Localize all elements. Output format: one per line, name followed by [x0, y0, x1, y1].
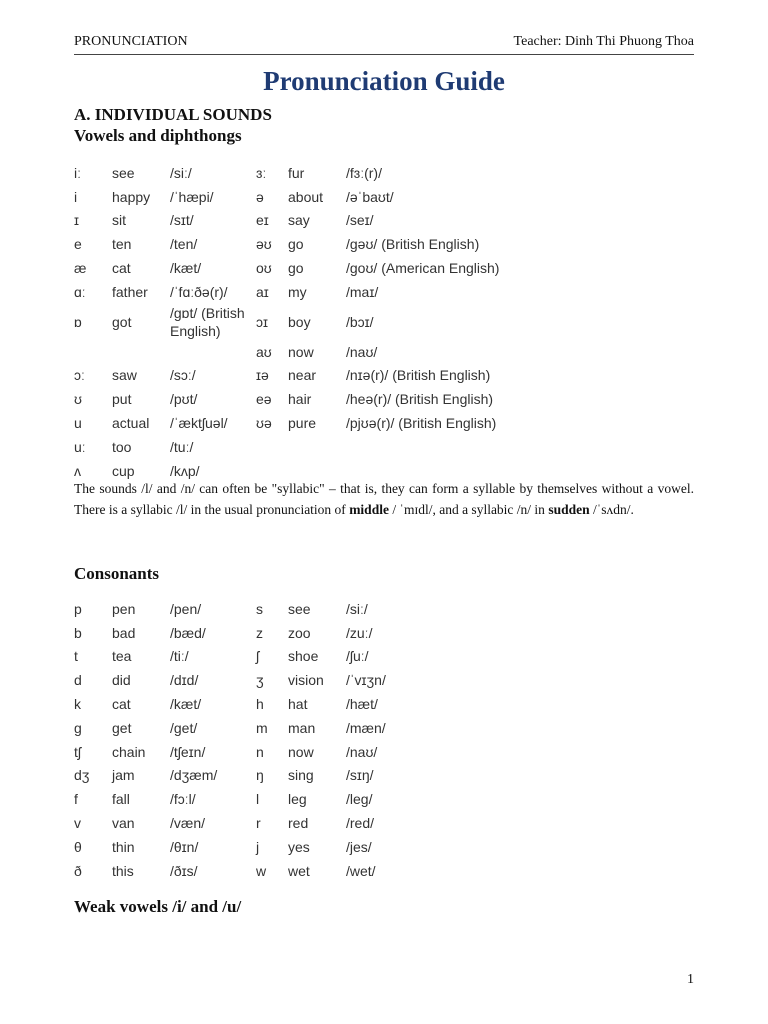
- symbol-cell: w: [256, 862, 267, 879]
- page-title: Pronunciation Guide: [263, 66, 505, 96]
- transcription-cell: /siː/: [170, 164, 192, 181]
- header-right: Teacher: Dinh Thi Phuong Thoa: [513, 34, 694, 49]
- transcription-cell: /dɪd/: [170, 672, 199, 689]
- example-word-cell: go: [288, 260, 304, 277]
- transcription-cell: /fɔːl/: [170, 791, 196, 808]
- table-row: [74, 692, 386, 716]
- example-word-cell: saw: [112, 367, 137, 384]
- table-row: [74, 668, 386, 692]
- example-word-cell: fur: [288, 164, 305, 181]
- table-row: [74, 387, 499, 411]
- transcription-cell: /kæt/: [170, 696, 202, 713]
- example-word-cell: boy: [288, 313, 311, 330]
- symbol-cell: n: [256, 743, 264, 760]
- transcription-cell: [346, 435, 499, 459]
- example-word-cell: see: [288, 600, 311, 617]
- symbol-cell: ɒ: [74, 313, 82, 330]
- transcription-cell: /kʌp/: [170, 462, 200, 479]
- example-word-sudden: sudden: [548, 502, 590, 517]
- transcription-cell: /zuː/: [346, 624, 373, 641]
- vowels-heading: Vowels and diphthongs: [74, 126, 242, 145]
- example-word-cell: actual: [112, 415, 150, 432]
- example-word-cell: yes: [288, 838, 310, 855]
- example-word-middle: middle: [349, 502, 389, 517]
- symbol-cell: ɜː: [256, 164, 267, 181]
- symbol-cell: t: [74, 648, 78, 665]
- symbol-cell: u: [74, 415, 82, 432]
- example-word-cell: sing: [288, 767, 314, 784]
- example-word-cell: hair: [288, 391, 312, 408]
- example-word-cell: pen: [112, 600, 136, 617]
- section-heading: A. INDIVIDUAL SOUNDS: [74, 105, 272, 124]
- symbol-cell: əʊ: [256, 236, 272, 253]
- symbol-cell: eə: [256, 391, 272, 408]
- example-word-cell: my: [288, 283, 307, 300]
- transcription-cell: /θɪn/: [170, 838, 199, 855]
- header-left: PRONUNCIATION: [74, 34, 188, 49]
- symbol-cell: b: [74, 624, 82, 641]
- transcription-cell: /fɜː(r)/: [346, 164, 382, 181]
- symbol-cell: z: [256, 624, 263, 641]
- transcription-cell: /ɡəʊ/ (British English): [346, 236, 480, 253]
- table-row: [74, 411, 499, 435]
- symbol-cell: θ: [74, 838, 82, 855]
- table-row: [74, 304, 499, 340]
- example-word-cell: red: [288, 815, 309, 832]
- symbol-cell: m: [256, 719, 268, 736]
- page-header: [74, 34, 694, 55]
- symbol-cell: v: [74, 815, 81, 832]
- transcription-cell: /sɪt/: [170, 212, 194, 229]
- example-word-cell: put: [112, 391, 132, 408]
- transcription-cell: /kæt/: [170, 260, 202, 277]
- table-row: [74, 811, 386, 835]
- symbol-cell: ð: [74, 862, 82, 879]
- symbol-cell: d: [74, 672, 82, 689]
- symbol-cell: p: [74, 600, 82, 617]
- example-word-cell: go: [288, 236, 304, 253]
- table-row: [74, 764, 386, 788]
- paragraph-text: /ˈsʌdn/.: [589, 502, 634, 517]
- symbol-cell: ɑː: [74, 283, 86, 300]
- example-word-cell: near: [288, 367, 317, 384]
- symbol-cell: aʊ: [256, 343, 272, 360]
- example-word-cell: now: [288, 343, 314, 360]
- transcription-cell: /væn/: [170, 815, 206, 832]
- transcription-cell: /ˈhæpi/: [170, 188, 214, 205]
- transcription-cell: [170, 340, 256, 364]
- transcription-cell: /wet/: [346, 862, 376, 879]
- symbol-cell: uː: [74, 438, 86, 455]
- symbol-cell: k: [74, 696, 81, 713]
- example-word-cell: cup: [112, 462, 135, 479]
- symbol-cell: s: [256, 600, 263, 617]
- example-word-cell: [288, 435, 346, 459]
- table-row: [74, 787, 386, 811]
- example-word-cell: [112, 340, 170, 364]
- transcription-cell: /ðɪs/: [170, 862, 198, 879]
- table-row: [74, 280, 499, 304]
- symbol-cell: ŋ: [256, 767, 264, 784]
- transcription-cell: /ʃuː/: [346, 648, 369, 665]
- paragraph-text: The sounds /l/ and /n/ can often be "syllabic" – that is, they can form a syllable by themselves without a vowel. There is a syllabic /l/ in the usual pronunciation of: [74, 481, 694, 517]
- symbol-cell: æ: [74, 260, 87, 277]
- transcription-cell: /bɔɪ/: [346, 313, 374, 330]
- syllabic-paragraph: [74, 478, 694, 520]
- example-word-cell: got: [112, 313, 132, 330]
- example-word-cell: van: [112, 815, 135, 832]
- example-word-cell: ten: [112, 236, 132, 253]
- symbol-cell: oʊ: [256, 260, 272, 277]
- example-word-cell: cat: [112, 696, 131, 713]
- example-word-cell: did: [112, 672, 131, 689]
- transcription-cell: /ˈæktʃuəl/: [170, 415, 228, 432]
- example-word-cell: tea: [112, 648, 132, 665]
- symbol-cell: iː: [74, 164, 81, 181]
- symbol-cell: eɪ: [256, 212, 269, 229]
- transcription-cell: /tuː/: [170, 438, 194, 455]
- table-row: [74, 364, 499, 388]
- example-word-cell: cat: [112, 260, 131, 277]
- table-row: [74, 645, 386, 669]
- transcription-cell: /bæd/: [170, 624, 206, 641]
- consonants-heading: Consonants: [74, 564, 160, 583]
- paragraph-text: / ˈmɪdl/, and a syllabic /n/ in: [388, 502, 549, 517]
- example-word-cell: say: [288, 212, 310, 229]
- example-word-cell: about: [288, 188, 324, 205]
- example-word-cell: vision: [288, 672, 324, 689]
- transcription-cell: /siː/: [346, 600, 368, 617]
- example-word-cell: chain: [112, 743, 146, 760]
- example-word-cell: wet: [288, 862, 310, 879]
- symbol-cell: ɔɪ: [256, 313, 268, 330]
- consonants-table: [74, 597, 386, 883]
- example-word-cell: zoo: [288, 624, 311, 641]
- symbol-cell: ʒ: [256, 672, 264, 689]
- transcription-cell: /dʒæm/: [170, 767, 218, 784]
- example-word-cell: pure: [288, 415, 317, 432]
- symbol-cell: i: [74, 188, 78, 205]
- example-word-cell: thin: [112, 838, 135, 855]
- transcription-cell: /pjʊə(r)/ (British English): [346, 415, 497, 432]
- table-row: [74, 597, 386, 621]
- symbol-cell: ɔː: [74, 367, 85, 384]
- table-row: [74, 340, 499, 364]
- example-word-cell: too: [112, 438, 132, 455]
- transcription-cell: /ˈvɪʒn/: [346, 672, 386, 689]
- transcription-cell: /tʃeɪn/: [170, 743, 206, 760]
- transcription-cell: /pen/: [170, 600, 202, 617]
- transcription-cell: /seɪ/: [346, 212, 374, 229]
- example-word-cell: see: [112, 164, 135, 181]
- transcription-cell: /naʊ/: [346, 343, 378, 360]
- symbol-cell: h: [256, 696, 264, 713]
- example-word-cell: father: [112, 283, 148, 300]
- transcription-cell: /ten/: [170, 236, 198, 253]
- symbol-cell: ə: [256, 188, 264, 205]
- example-word-cell: leg: [288, 791, 307, 808]
- transcription-cell: /hæt/: [346, 696, 378, 713]
- table-row: [74, 256, 499, 280]
- symbol-cell: f: [74, 791, 78, 808]
- transcription-cell: /nɪə(r)/ (British English): [346, 367, 491, 384]
- example-word-cell: happy: [112, 188, 151, 205]
- table-row: [74, 232, 499, 256]
- transcription-cell: /ɡoʊ/ (American English): [346, 260, 500, 277]
- symbol-cell: ʃ: [256, 648, 260, 665]
- example-word-cell: get: [112, 719, 132, 736]
- example-word-cell: shoe: [288, 648, 319, 665]
- transcription-cell: /red/: [346, 815, 375, 832]
- table-row: [74, 740, 386, 764]
- vowels-table: [74, 161, 499, 483]
- symbol-cell: ʊ: [74, 391, 82, 408]
- table-row: [74, 161, 499, 185]
- example-word-cell: sit: [112, 212, 126, 229]
- weak-vowels-heading: Weak vowels /i/ and /u/: [74, 897, 242, 916]
- symbol-cell: ɡ: [74, 719, 82, 736]
- transcription-cell: /ɡet/: [170, 719, 198, 736]
- example-word-cell: now: [288, 743, 314, 760]
- symbol-cell: tʃ: [74, 743, 81, 760]
- transcription-cell: /naʊ/: [346, 743, 378, 760]
- transcription-cell: /leg/: [346, 791, 373, 808]
- symbol-cell: r: [256, 815, 261, 832]
- example-word-cell: jam: [112, 767, 135, 784]
- table-row: [74, 185, 499, 209]
- transcription-cell: /sɔː/: [170, 367, 196, 384]
- symbol-cell: ɪ: [74, 212, 79, 229]
- symbol-cell: ɪə: [256, 367, 269, 384]
- example-word-cell: man: [288, 719, 316, 736]
- page-number: 1: [687, 972, 694, 987]
- transcription-cell: /jes/: [346, 838, 372, 855]
- transcription-cell: /maɪ/: [346, 283, 379, 300]
- transcription-cell: /mæn/: [346, 719, 386, 736]
- transcription-cell: /pʊt/: [170, 391, 198, 408]
- symbol-cell: e: [74, 236, 82, 253]
- symbol-cell: aɪ: [256, 283, 269, 300]
- table-row: [74, 209, 499, 233]
- transcription-cell: /ɡɒt/ (British English): [170, 304, 245, 339]
- example-word-cell: bad: [112, 624, 136, 641]
- table-row: [74, 835, 386, 859]
- symbol-cell: ʊə: [256, 415, 272, 432]
- example-word-cell: fall: [112, 791, 130, 808]
- table-row: [74, 716, 386, 740]
- transcription-cell: /ˈfɑːðə(r)/: [170, 283, 228, 300]
- symbol-cell: l: [256, 791, 260, 808]
- symbol-cell: [74, 340, 112, 364]
- symbol-cell: [256, 435, 288, 459]
- example-word-cell: this: [112, 862, 134, 879]
- symbol-cell: ʌ: [74, 462, 81, 479]
- example-word-cell: hat: [288, 696, 308, 713]
- table-row: [74, 621, 386, 645]
- transcription-cell: /əˈbaʊt/: [346, 188, 394, 205]
- transcription-cell: /sɪŋ/: [346, 767, 374, 784]
- table-row: [74, 435, 499, 459]
- symbol-cell: dʒ: [74, 767, 90, 784]
- transcription-cell: /tiː/: [170, 648, 189, 665]
- table-row: [74, 859, 386, 883]
- transcription-cell: /heə(r)/ (British English): [346, 391, 494, 408]
- symbol-cell: j: [256, 838, 260, 855]
